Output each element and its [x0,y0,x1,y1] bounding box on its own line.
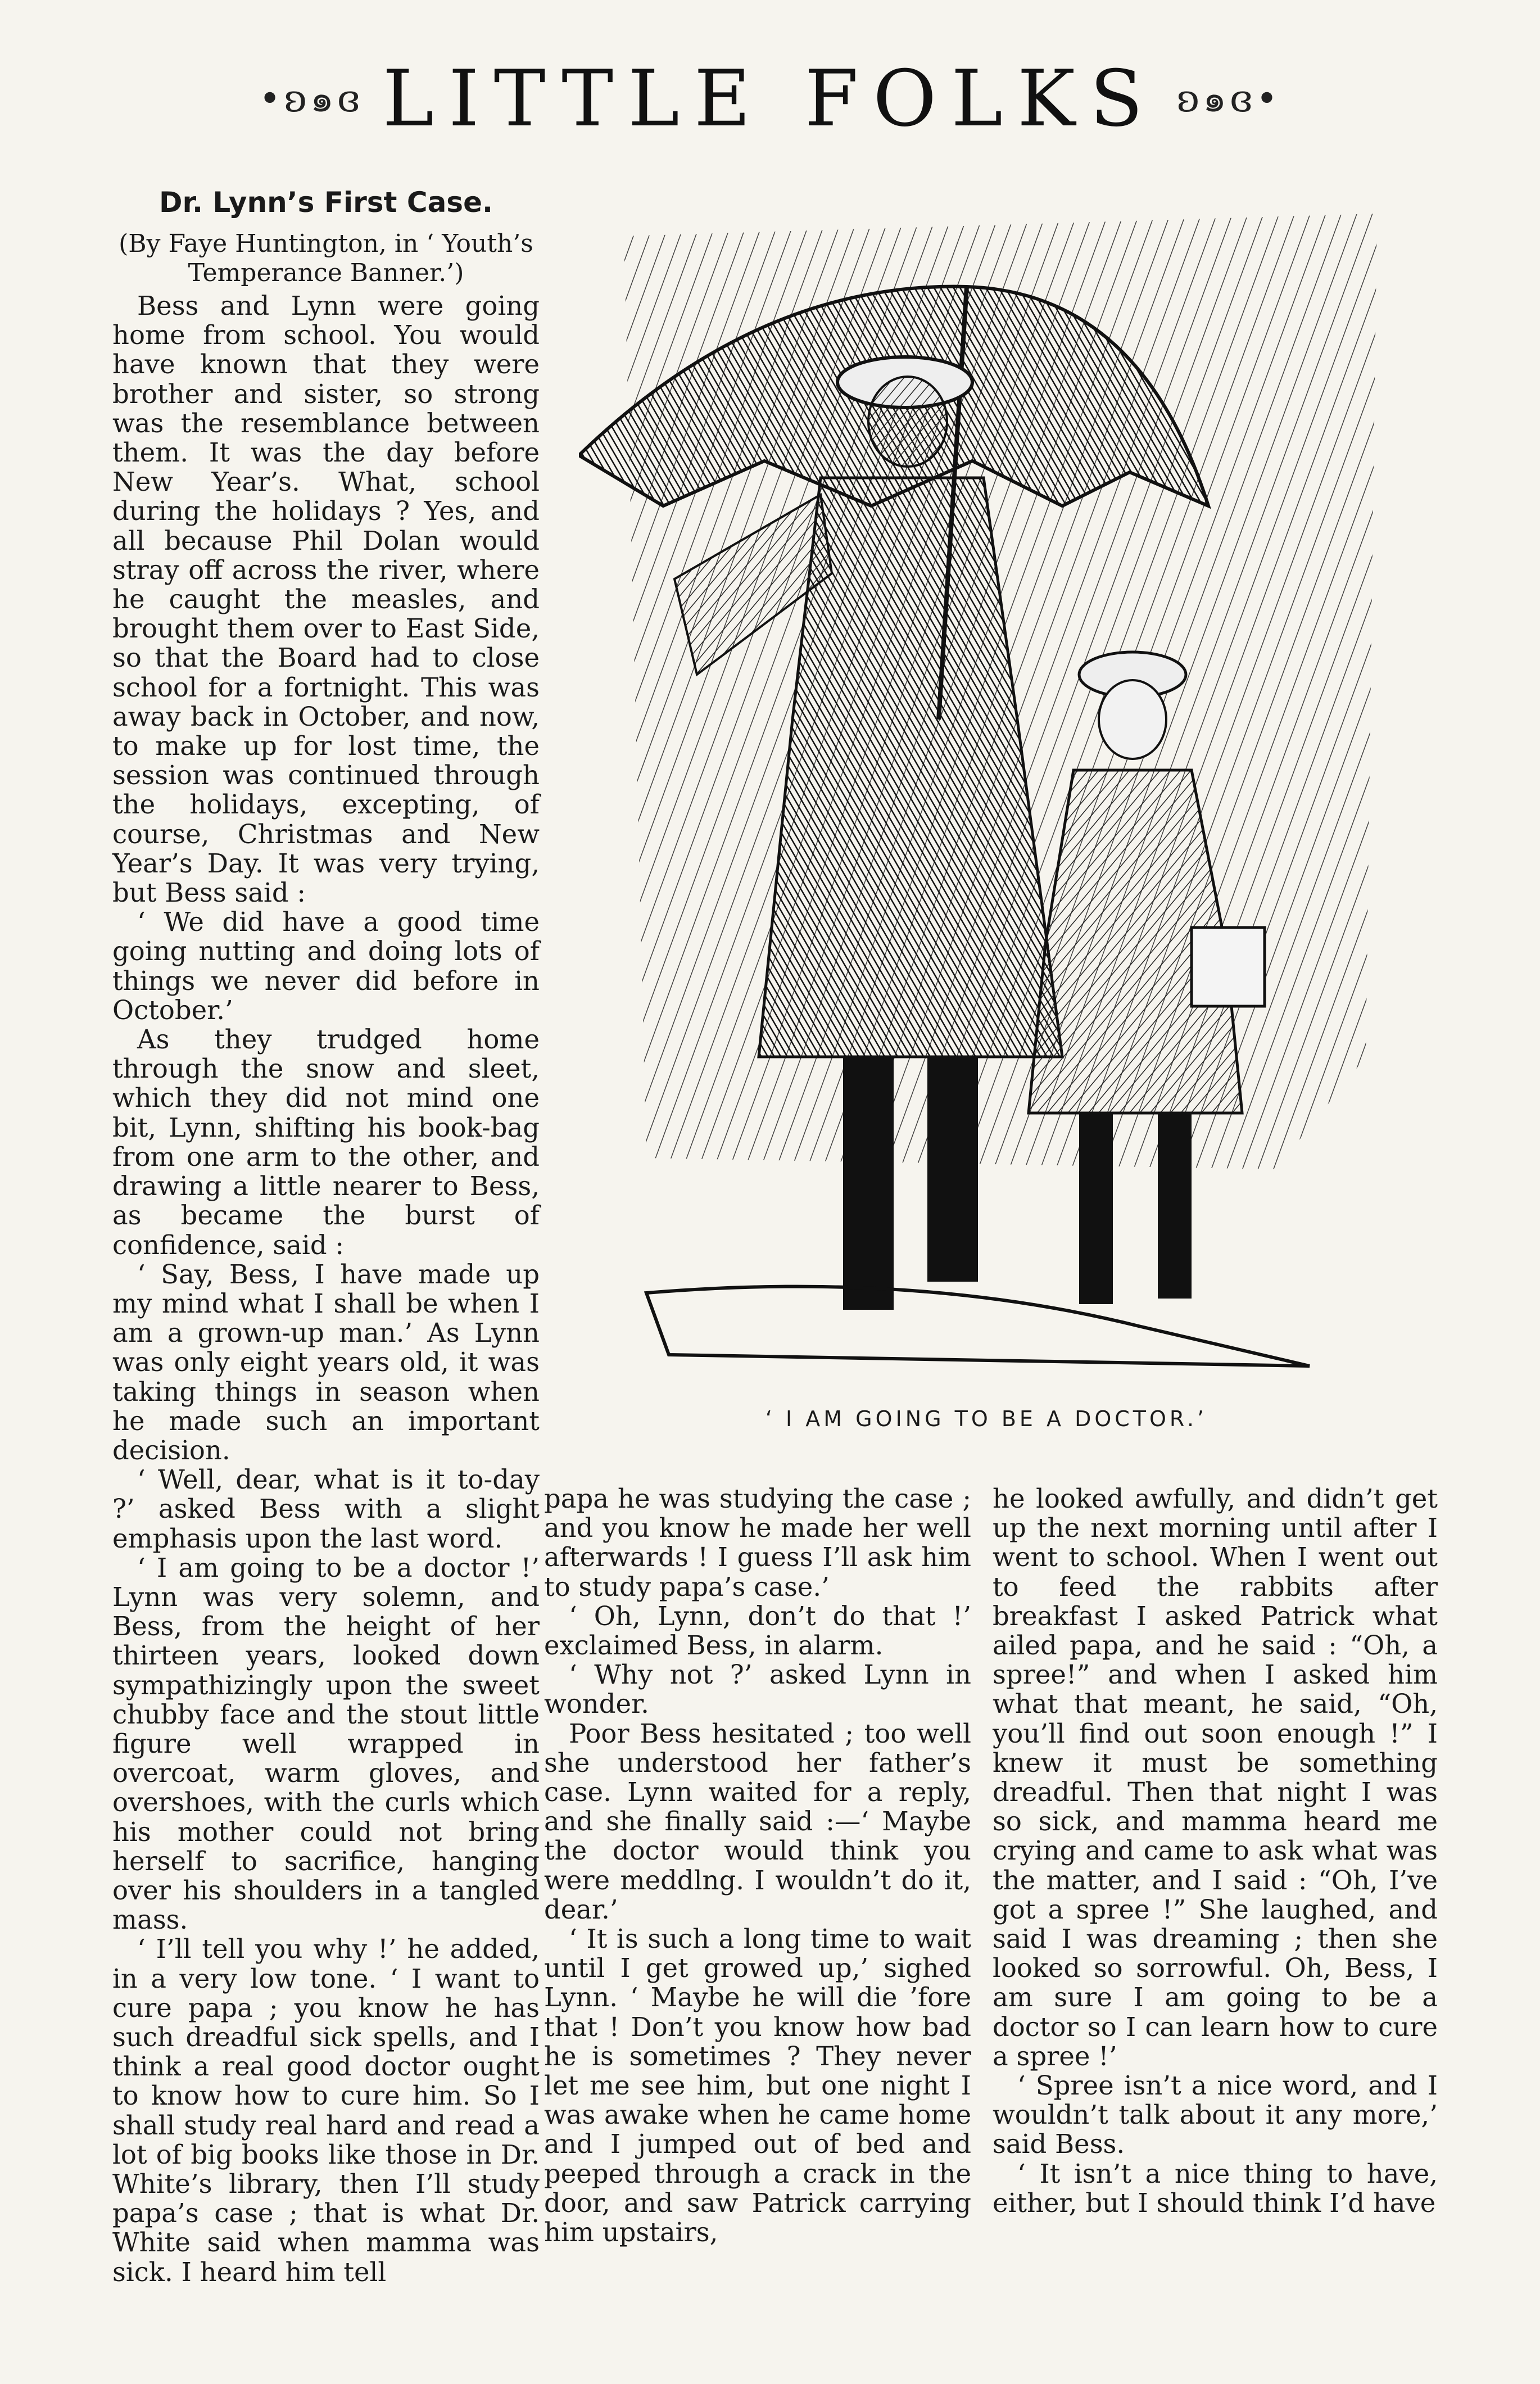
article-column-3 [993,1484,1438,2218]
paragraph: ‘ Say, Bess, I have made up my mind what I shall be when I am a grown-up man.’ As Lynn was only eight years old, it was taking things in season when he made such an important decision. [112,1259,540,1465]
paragraph: ‘ Well, dear, what is it to-day ?’ asked Bess with a slight emphasis upon the last word. [112,1464,540,1554]
article-column-2 [544,1484,971,2247]
illustration-caption: ‘ I AM GOING TO BE A DOCTOR.’ [765,1406,1208,1431]
paragraph: papa he was studying the case ; and you know he made her well afterwards ! I guess I’ll ask him to study papa’s case.’ [544,1483,971,1602]
paragraph: ‘ Oh, Lynn, don’t do that !’ exclaimed Bess, in alarm. [544,1600,971,1661]
paragraph: ‘ I am going to be a doctor !’ Lynn was very solemn, and Bess, from the height of her thirteen years, looked down sympathizingly upon the sweet chubby face and the stout little figure well wrapped in overcoat, warm gloves, and overshoes, with the curls which his mother could not bring herself to sacrifice, hanging over his shoulders in a tangled mass. [112,1552,540,1935]
paragraph: As they trudged home through the snow and sleet, which they did not mind one bit, Lynn, shifting his book-bag from one arm to the other, and drawing a little nearer to Bess, as became the burst of confidence, said : [112,1024,540,1260]
paragraph: Poor Bess hesitated ; too well she understood her father’s case. Lynn waited for a reply, and she finally said :—‘ Maybe the doctor would think you were meddlng. I wouldn’t do it, dear.’ [544,1718,971,1925]
paragraph: Bess and Lynn were going home from school. You would have known that they were brother and sister, so strong was the resemblance between them. It was the day before New Year’s. What, school during the holidays ? Yes, and all because Phil Dolan would stray off across the river, where he caught the measles, and brought them over to East Side, so that the Board had to close school for a fortnight. This was away back in October, and now, to make up for lost time, the session was continued through the holidays, excepting, of course, Christmas and New Year’s Day. It was very trying, but Bess said : [112,291,540,908]
masthead-title: LITTLE FOLKS [382,53,1158,144]
paragraph: ‘ Why not ?’ asked Lynn in wonder. [544,1659,971,1720]
paragraph: ‘ It isn’t a nice thing to have, either, but I should think I’d have [993,2158,1438,2218]
paragraph: ‘ Spree isn’t a nice word, and I wouldn’t talk about it any more,’ said Bess. [993,2070,1438,2160]
paragraph: he looked awfully, and didn’t get up the next morning until after I went to school. When I went out to feed the rabbits after breakfast I asked Patrick what ailed papa, and he said : “Oh, a spree!” and when I asked him what that meant, he said, “Oh, you’ll find out soon enough !” I knew it must be something dreadful. Then that night I was so sick, and mamma heard me crying and came to ask what was the matter, and I said : “Oh, I’ve got a spree !” She laughed, and said I was dreaming ; then she looked so sorrowful. Oh, Bess, I am sure I am going to be a doctor so I can learn how to cure a spree !’ [993,1483,1438,2071]
masthead-left-flourish: •ʚ๑ɞ [259,76,364,120]
article-headline: Dr. Lynn’s First Case. [159,186,493,219]
umbrella-illustration [579,214,1394,1388]
paragraph: ‘ It is such a long time to wait until I get growed up,’ sighed Lynn. ‘ Maybe he will die ’fore that ! Don’t you know how bad he is sometimes ? They never let me see him, but one night I was awake when he came home and I jumped out of bed and peeped through a crack in the door, and saw Patrick carrying him upstairs, [544,1924,971,2248]
masthead-right-flourish: ʚ๑ɞ• [1176,76,1281,120]
paragraph: ‘ We did have a good time going nutting and doing lots of things we never did before in October.’ [112,907,540,1025]
article-column-1 [112,186,540,2287]
article-byline: (By Faye Huntington, in ‘ Youth’s Temperance Banner.’) [119,229,533,287]
masthead [0,53,1540,143]
paragraph: ‘ I’ll tell you why !’ he added, in a very low tone. ‘ I want to cure papa ; you know he has such dreadful sick spells, and I think a real good doctor ought to know how to cure him. So I shall study real hard and read a lot of big books like those in Dr. White’s library, then I’ll study papa’s case ; that is what Dr. White said when mamma was sick. I heard him tell [112,1934,540,2287]
